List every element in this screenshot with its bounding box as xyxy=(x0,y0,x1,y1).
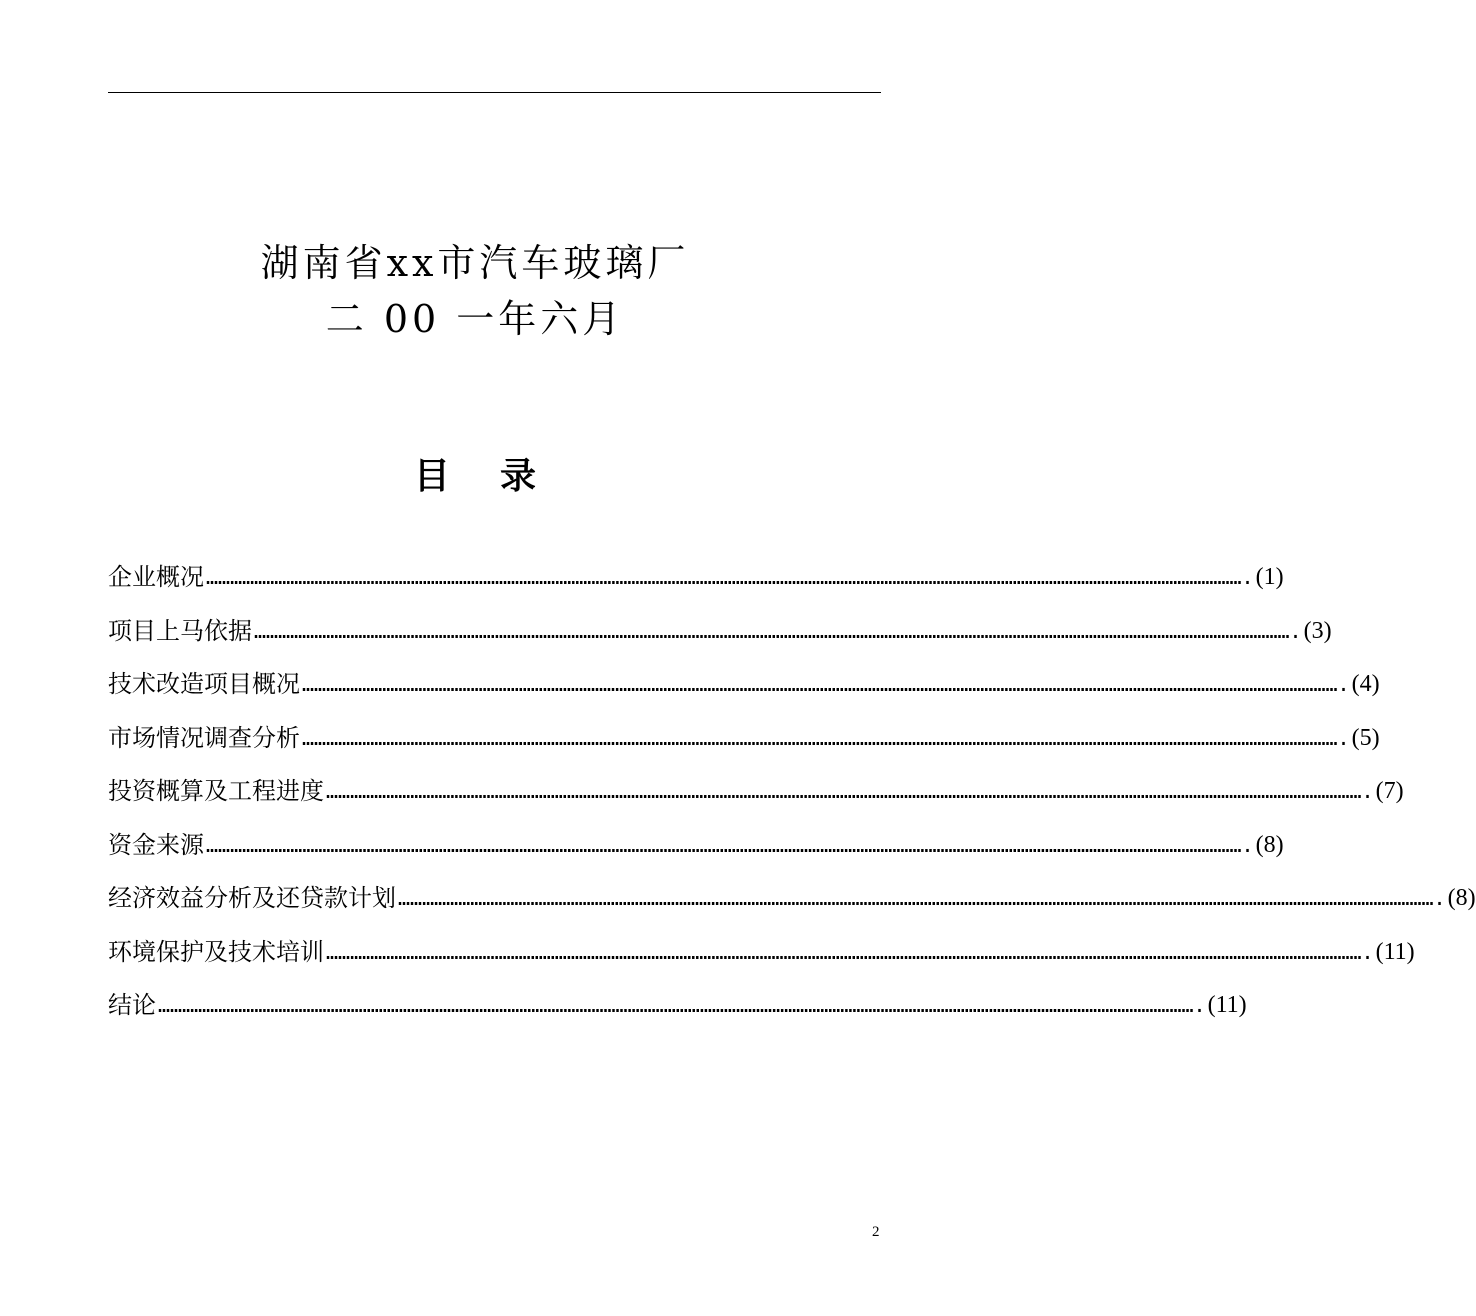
page-number: 2 xyxy=(872,1224,880,1240)
header-rule xyxy=(108,92,881,93)
toc-dot-leader: ……………………………………………………………………………………………………………………………………………………………………………………………………………………………………. xyxy=(326,939,1374,964)
toc-entry-label: 资金来源 xyxy=(108,828,206,862)
toc-entry-label: 环境保护及技术培训 xyxy=(108,935,326,969)
toc-dot-leader: ……………………………………………………………………………………………………………………………………………………………………………………………………………………………………. xyxy=(326,779,1374,803)
toc-entry-page: (11) xyxy=(1375,938,1415,965)
toc-entry-label: 投资概算及工程进度 xyxy=(108,774,326,808)
toc-entry-page: (11) xyxy=(1207,992,1247,1018)
toc-entry[interactable] xyxy=(108,614,1332,668)
toc-dot-leader: ……………………………………………………………………………………………………………………………………………………………………………………………………………………………………. xyxy=(302,725,1350,750)
toc-dot-leader: ……………………………………………………………………………………………………………………………………………………………………………………………………………………………………. xyxy=(302,672,1350,696)
toc-entry-page: (1) xyxy=(1255,564,1284,590)
toc-dot-leader: ……………………………………………………………………………………………………………………………………………………………………………………………………………………………………. xyxy=(254,618,1302,643)
toc-entry[interactable] xyxy=(108,935,1415,989)
toc-entry-page: (3) xyxy=(1303,617,1332,644)
toc-entry[interactable] xyxy=(108,881,1476,935)
toc-heading: 目 录 xyxy=(413,456,537,497)
toc-dot-leader: ……………………………………………………………………………………………………………………………………………………………………………………………………………………………………. xyxy=(206,565,1254,589)
toc-entry-label: 项目上马依据 xyxy=(108,614,254,648)
toc-entry-label: 结论 xyxy=(108,988,158,1022)
toc-entry[interactable] xyxy=(108,774,1404,828)
toc-entry[interactable] xyxy=(108,667,1380,721)
toc-entry-label: 技术改造项目概况 xyxy=(108,667,302,701)
organization-title: 湖南省xx市汽车玻璃厂 xyxy=(260,241,690,285)
toc-entry[interactable] xyxy=(108,828,1284,882)
toc-entry-page: (7) xyxy=(1375,778,1404,804)
toc-entry-page: (5) xyxy=(1351,724,1380,751)
toc-dot-leader: ……………………………………………………………………………………………………………………………………………………………………………………………………………………………………. xyxy=(206,832,1254,857)
toc-entry-label: 市场情况调查分析 xyxy=(108,721,302,755)
toc-dot-leader: ……………………………………………………………………………………………………………………………………………………………………………………………………………………………………. xyxy=(398,886,1446,910)
toc-entry[interactable] xyxy=(108,721,1380,775)
toc-entry-page: (8) xyxy=(1447,885,1476,911)
toc-entry-label: 经济效益分析及还贷款计划 xyxy=(108,881,398,915)
table-of-contents xyxy=(108,560,1476,1042)
toc-entry[interactable] xyxy=(108,560,1284,614)
toc-entry-label: 企业概况 xyxy=(108,560,206,594)
toc-entry[interactable] xyxy=(108,988,1247,1042)
document-date: 二 00 一年六月 xyxy=(325,297,625,341)
toc-entry-page: (4) xyxy=(1351,671,1380,697)
toc-dot-leader: ……………………………………………………………………………………………………………………………………………………………………………………………………………………………………. xyxy=(158,993,1206,1017)
toc-entry-page: (8) xyxy=(1255,831,1284,858)
